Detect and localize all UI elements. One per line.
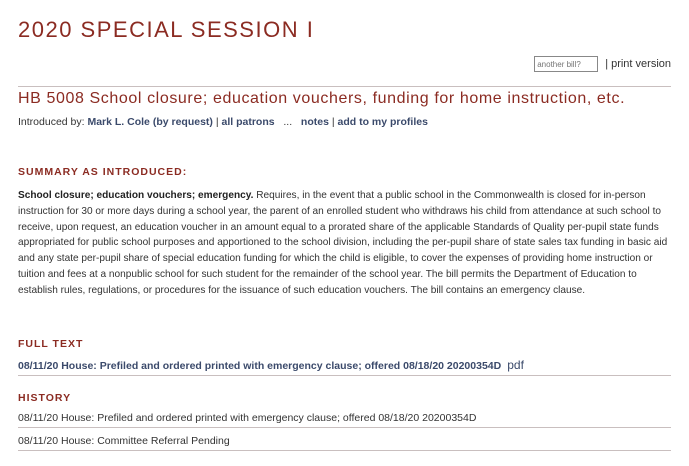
- header-divider: [18, 86, 671, 87]
- separator: |: [605, 58, 609, 70]
- bill-title: HB 5008 School closure; education vouchers, funding for home instruction, etc.: [18, 90, 626, 107]
- summary-lead: School closure; education vouchers; emergency.: [18, 190, 254, 201]
- separator: |: [331, 116, 335, 128]
- page-title: 2020 SPECIAL SESSION I: [18, 17, 315, 42]
- add-to-profiles-link[interactable]: add to my profiles: [337, 116, 428, 128]
- ellipsis: ...: [283, 116, 293, 128]
- full-text-row: [18, 358, 671, 376]
- history-entry: 08/11/20 House: Committee Referral Pending: [18, 435, 230, 447]
- history-row: [18, 412, 671, 428]
- full-text-heading: FULL TEXT: [18, 338, 84, 350]
- history-heading: HISTORY: [18, 392, 72, 404]
- all-patrons-link[interactable]: all patrons: [221, 116, 275, 128]
- notes-link[interactable]: notes: [300, 116, 329, 128]
- separator: |: [215, 116, 219, 128]
- summary-body: Requires, in the event that a public school in the Commonwealth is closed for in-person instruction for 30 or more days during a school year, the parent of an enrolled student who withdraws his child from attendance at such school to receive, upon request, an education voucher in an amount equal to a prorated share of the applicable Standards of Quality per-pupil state funds appropriated for public school purposes and apportioned to the school division, including the per-pupil share of state sales tax funding in basic aid and any state per-pupil share of special education funding for which the child is eligible, to cover the expenses of providing home instruction or tuition and fees at a nonpublic school for such student for the remainder of the school year. The bill permits the Department of Education to establish rules, regulations, or procedures for the issuance of such education vouchers. The bill contains an emergency clause.: [18, 190, 668, 296]
- top-tools: [534, 56, 671, 72]
- summary-text: [18, 188, 672, 299]
- print-version-link[interactable]: print version: [611, 58, 671, 70]
- history-row: [18, 435, 671, 451]
- introduced-label: Introduced by:: [18, 116, 85, 128]
- summary-heading: SUMMARY AS INTRODUCED:: [18, 166, 188, 178]
- bill-search-input[interactable]: [534, 56, 598, 72]
- introduced-line: [18, 116, 428, 128]
- patron-link[interactable]: Mark L. Cole (by request): [87, 116, 213, 128]
- full-text-link[interactable]: 08/11/20 House: Prefiled and ordered printed with emergency clause; offered 08/18/20 20200354D: [18, 360, 502, 372]
- history-entry: 08/11/20 House: Prefiled and ordered printed with emergency clause; offered 08/18/20 20200354D: [18, 412, 477, 424]
- pdf-link[interactable]: pdf: [507, 358, 524, 372]
